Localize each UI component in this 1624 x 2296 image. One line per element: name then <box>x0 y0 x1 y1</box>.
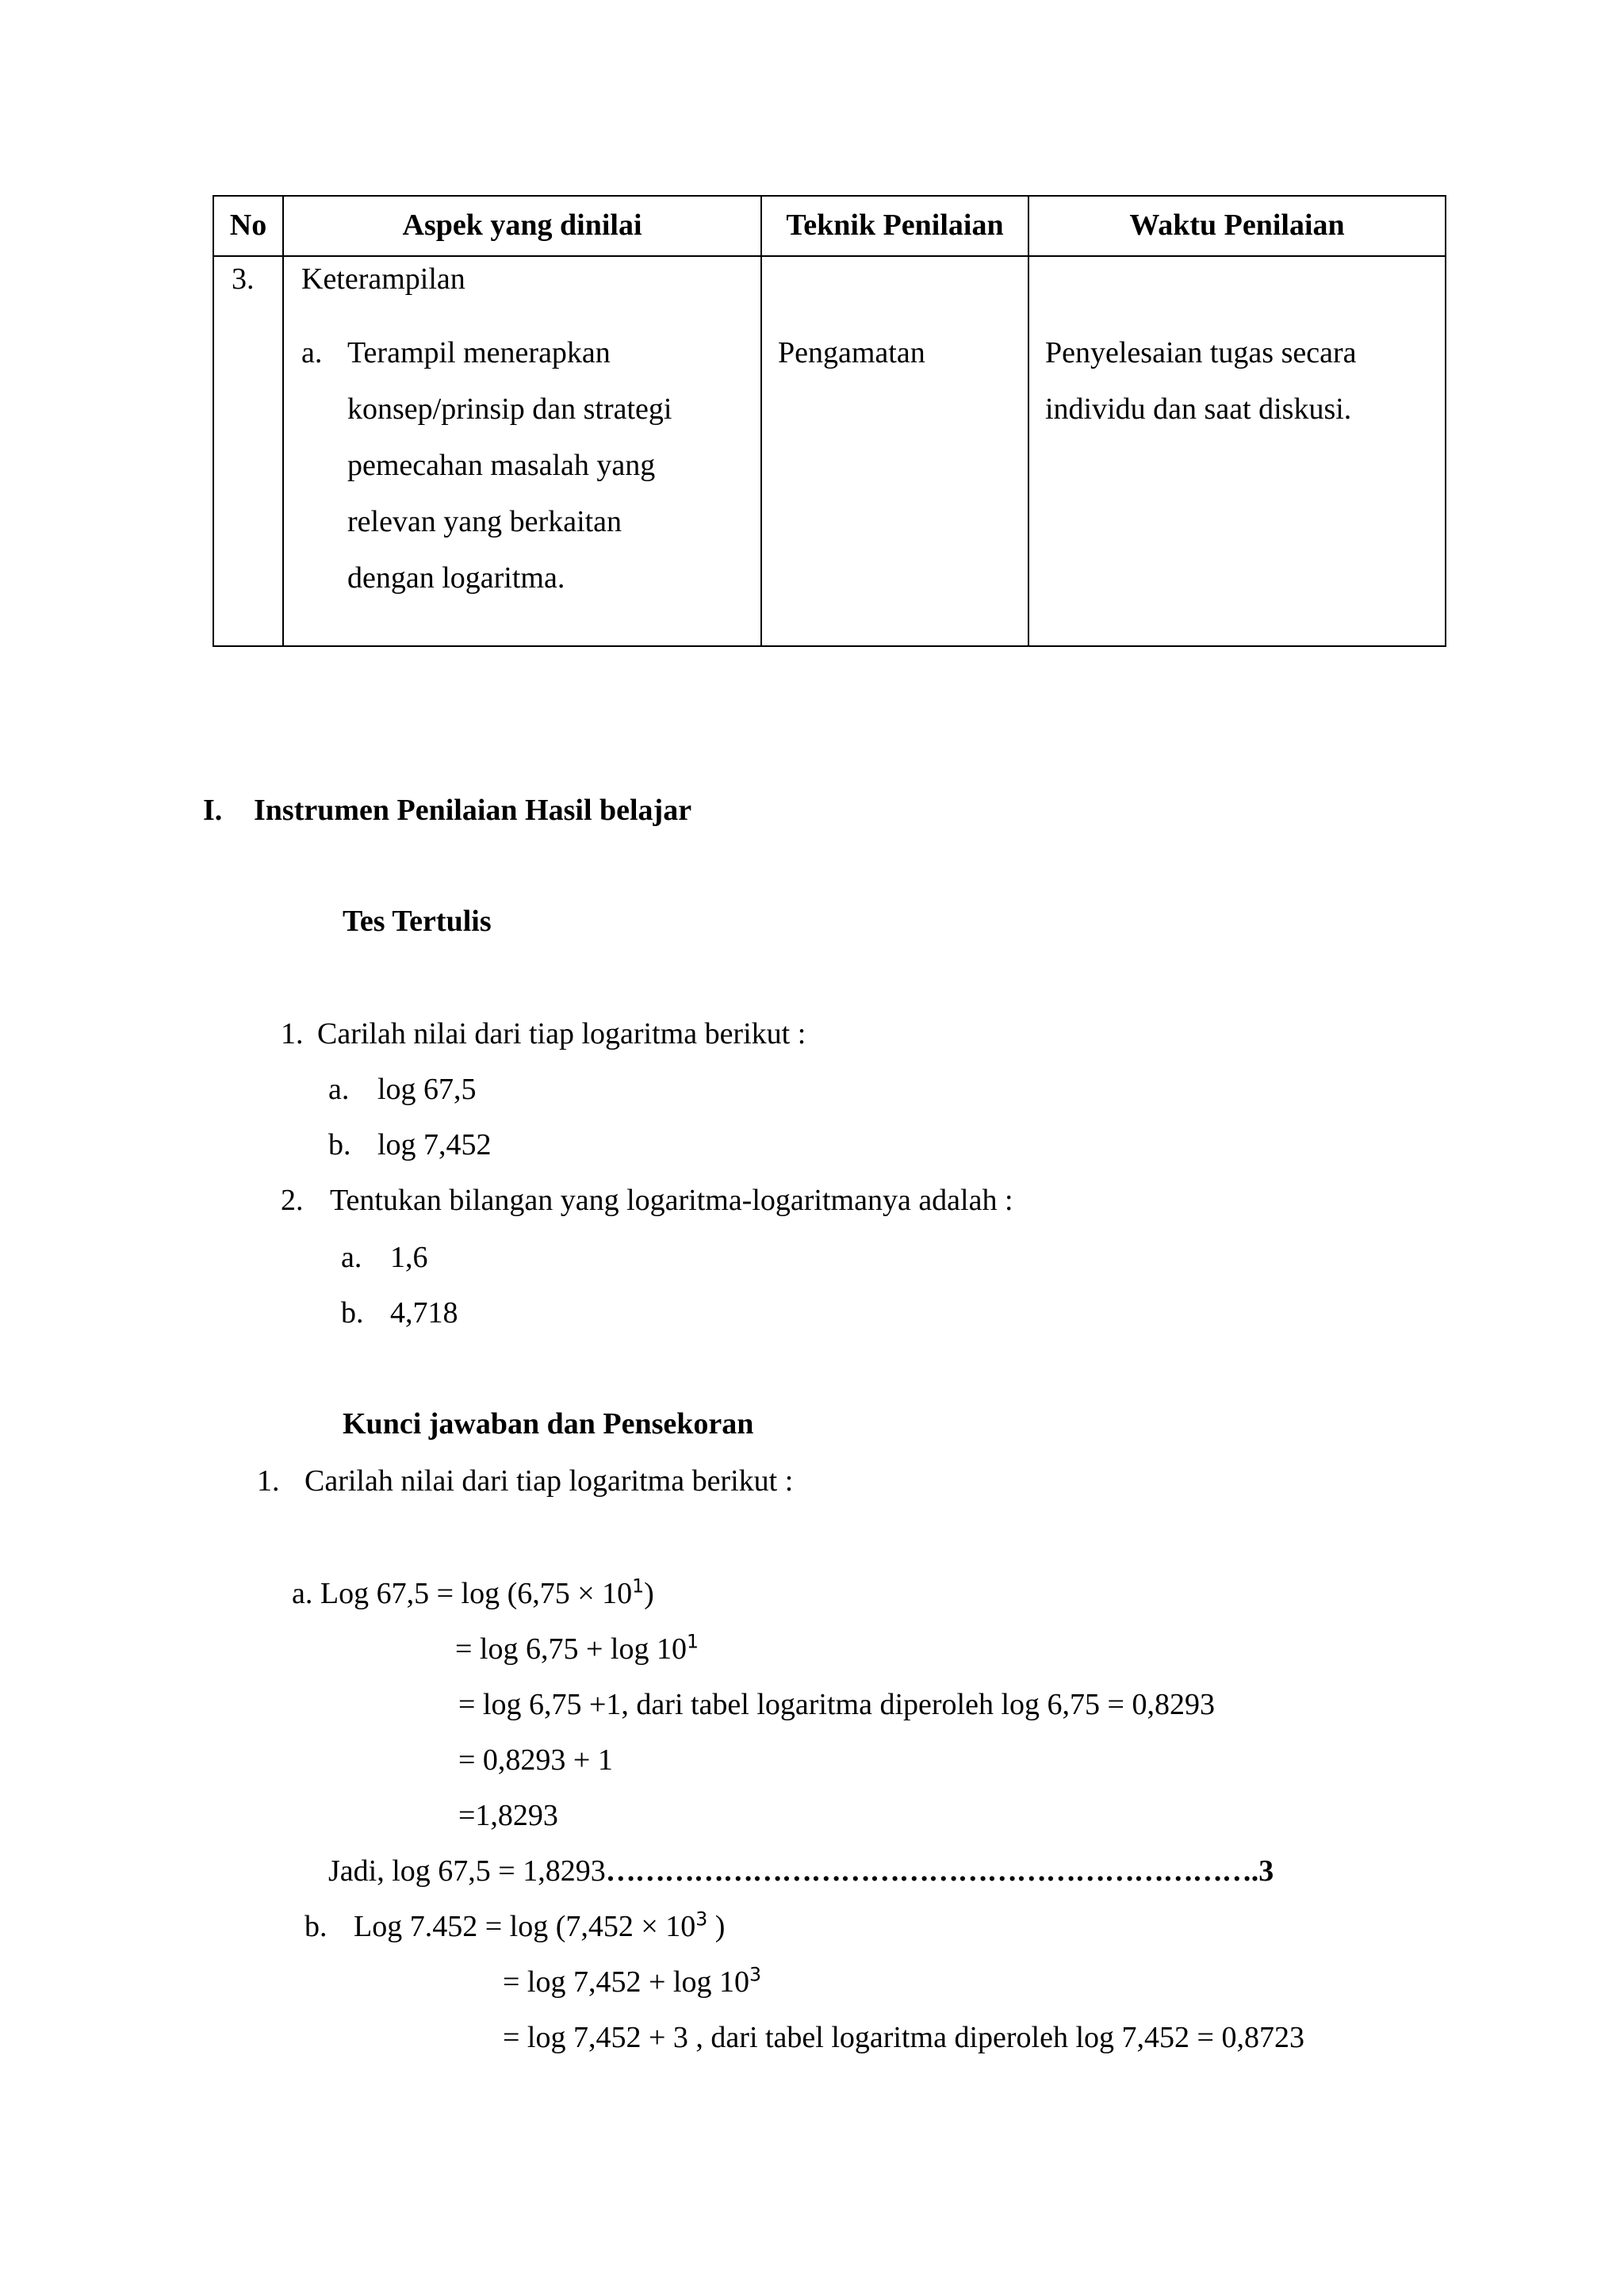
question-1-text: Carilah nilai dari tiap logaritma berikut : <box>317 1017 806 1050</box>
question-2-number: 2. <box>281 1184 304 1217</box>
question-1a-text: log 67,5 <box>377 1073 477 1106</box>
answers-q1-text: Carilah nilai dari tiap logaritma berikut : <box>304 1464 794 1498</box>
answers-title: Kunci jawaban dan Pensekoran <box>343 1407 754 1441</box>
answer-a-step2: = log 6,75 +1, dari tabel logaritma diperoleh log 6,75 = 0,8293 <box>458 1688 1215 1721</box>
header-aspek: Aspek yang dinilai <box>283 196 761 256</box>
header-teknik: Teknik Penilaian <box>761 196 1028 256</box>
cell-teknik <box>761 256 1028 646</box>
answer-a-step3: = 0,8293 + 1 <box>458 1743 613 1777</box>
table-header-row <box>213 196 1446 256</box>
aspek-item-marker: a. <box>301 336 323 369</box>
teknik-value: Pengamatan <box>778 336 925 369</box>
header-no: No <box>213 196 283 256</box>
cell-no <box>213 256 283 646</box>
assessment-table <box>213 195 1446 647</box>
question-1b-marker: b. <box>328 1128 351 1161</box>
section-number: I. <box>203 794 223 827</box>
question-2a-marker: a. <box>341 1241 362 1274</box>
question-2-text: Tentukan bilangan yang logaritma-logaritmanya adalah : <box>330 1184 1013 1217</box>
answer-b-lead: Log $7.452 = \log (7,452 \times 10^3$ ) <box>354 1908 726 1943</box>
cell-aspek <box>283 256 761 646</box>
aspek-title: Keterampilan <box>301 262 465 296</box>
answer-a-lead: a. Log $67,5 = \log (6,75 \times 10^1)$ <box>292 1575 654 1610</box>
question-1b-text: log 7,452 <box>377 1128 492 1161</box>
answer-b-step1: = $\log 7,452 + \log 10^3$ <box>503 1963 761 1999</box>
header-waktu: Waktu Penilaian <box>1028 196 1446 256</box>
table-row <box>213 256 1446 646</box>
answer-a-step4: =1,8293 <box>458 1799 558 1832</box>
waktu-value: Penyelesaian tugas secara individu dan saat diskusi. <box>1045 336 1357 426</box>
answers-q1-number: 1. <box>257 1464 280 1498</box>
answer-b-step2: = log 7,452 + 3 , dari tabel logaritma diperoleh log 7,452 = 0,8723 <box>503 2021 1304 2054</box>
question-2a-text: 1,6 <box>390 1241 428 1274</box>
answer-a-conclusion: Jadi, log 67,5 = 1,8293………………………………………………………….3 <box>328 1854 1274 1888</box>
answer-a-step1: = $\log 6,75 + \log 10^1$ <box>455 1630 699 1666</box>
aspek-item-text: Terampil menerapkan konsep/prinsip dan strategi pemecahan masalah yang relevan yang berkaitan dengan logaritma. <box>347 336 672 595</box>
answer-b-marker: b. <box>304 1910 327 1943</box>
section-title: Instrumen Penilaian Hasil belajar <box>254 794 692 827</box>
row-number: 3. <box>232 262 255 296</box>
cell-waktu <box>1028 256 1446 646</box>
question-2b-marker: b. <box>341 1296 364 1330</box>
question-1a-marker: a. <box>328 1073 350 1106</box>
question-1-number: 1. <box>281 1017 304 1050</box>
question-2b-text: 4,718 <box>390 1296 458 1330</box>
section-subtitle: Tes Tertulis <box>343 905 492 938</box>
